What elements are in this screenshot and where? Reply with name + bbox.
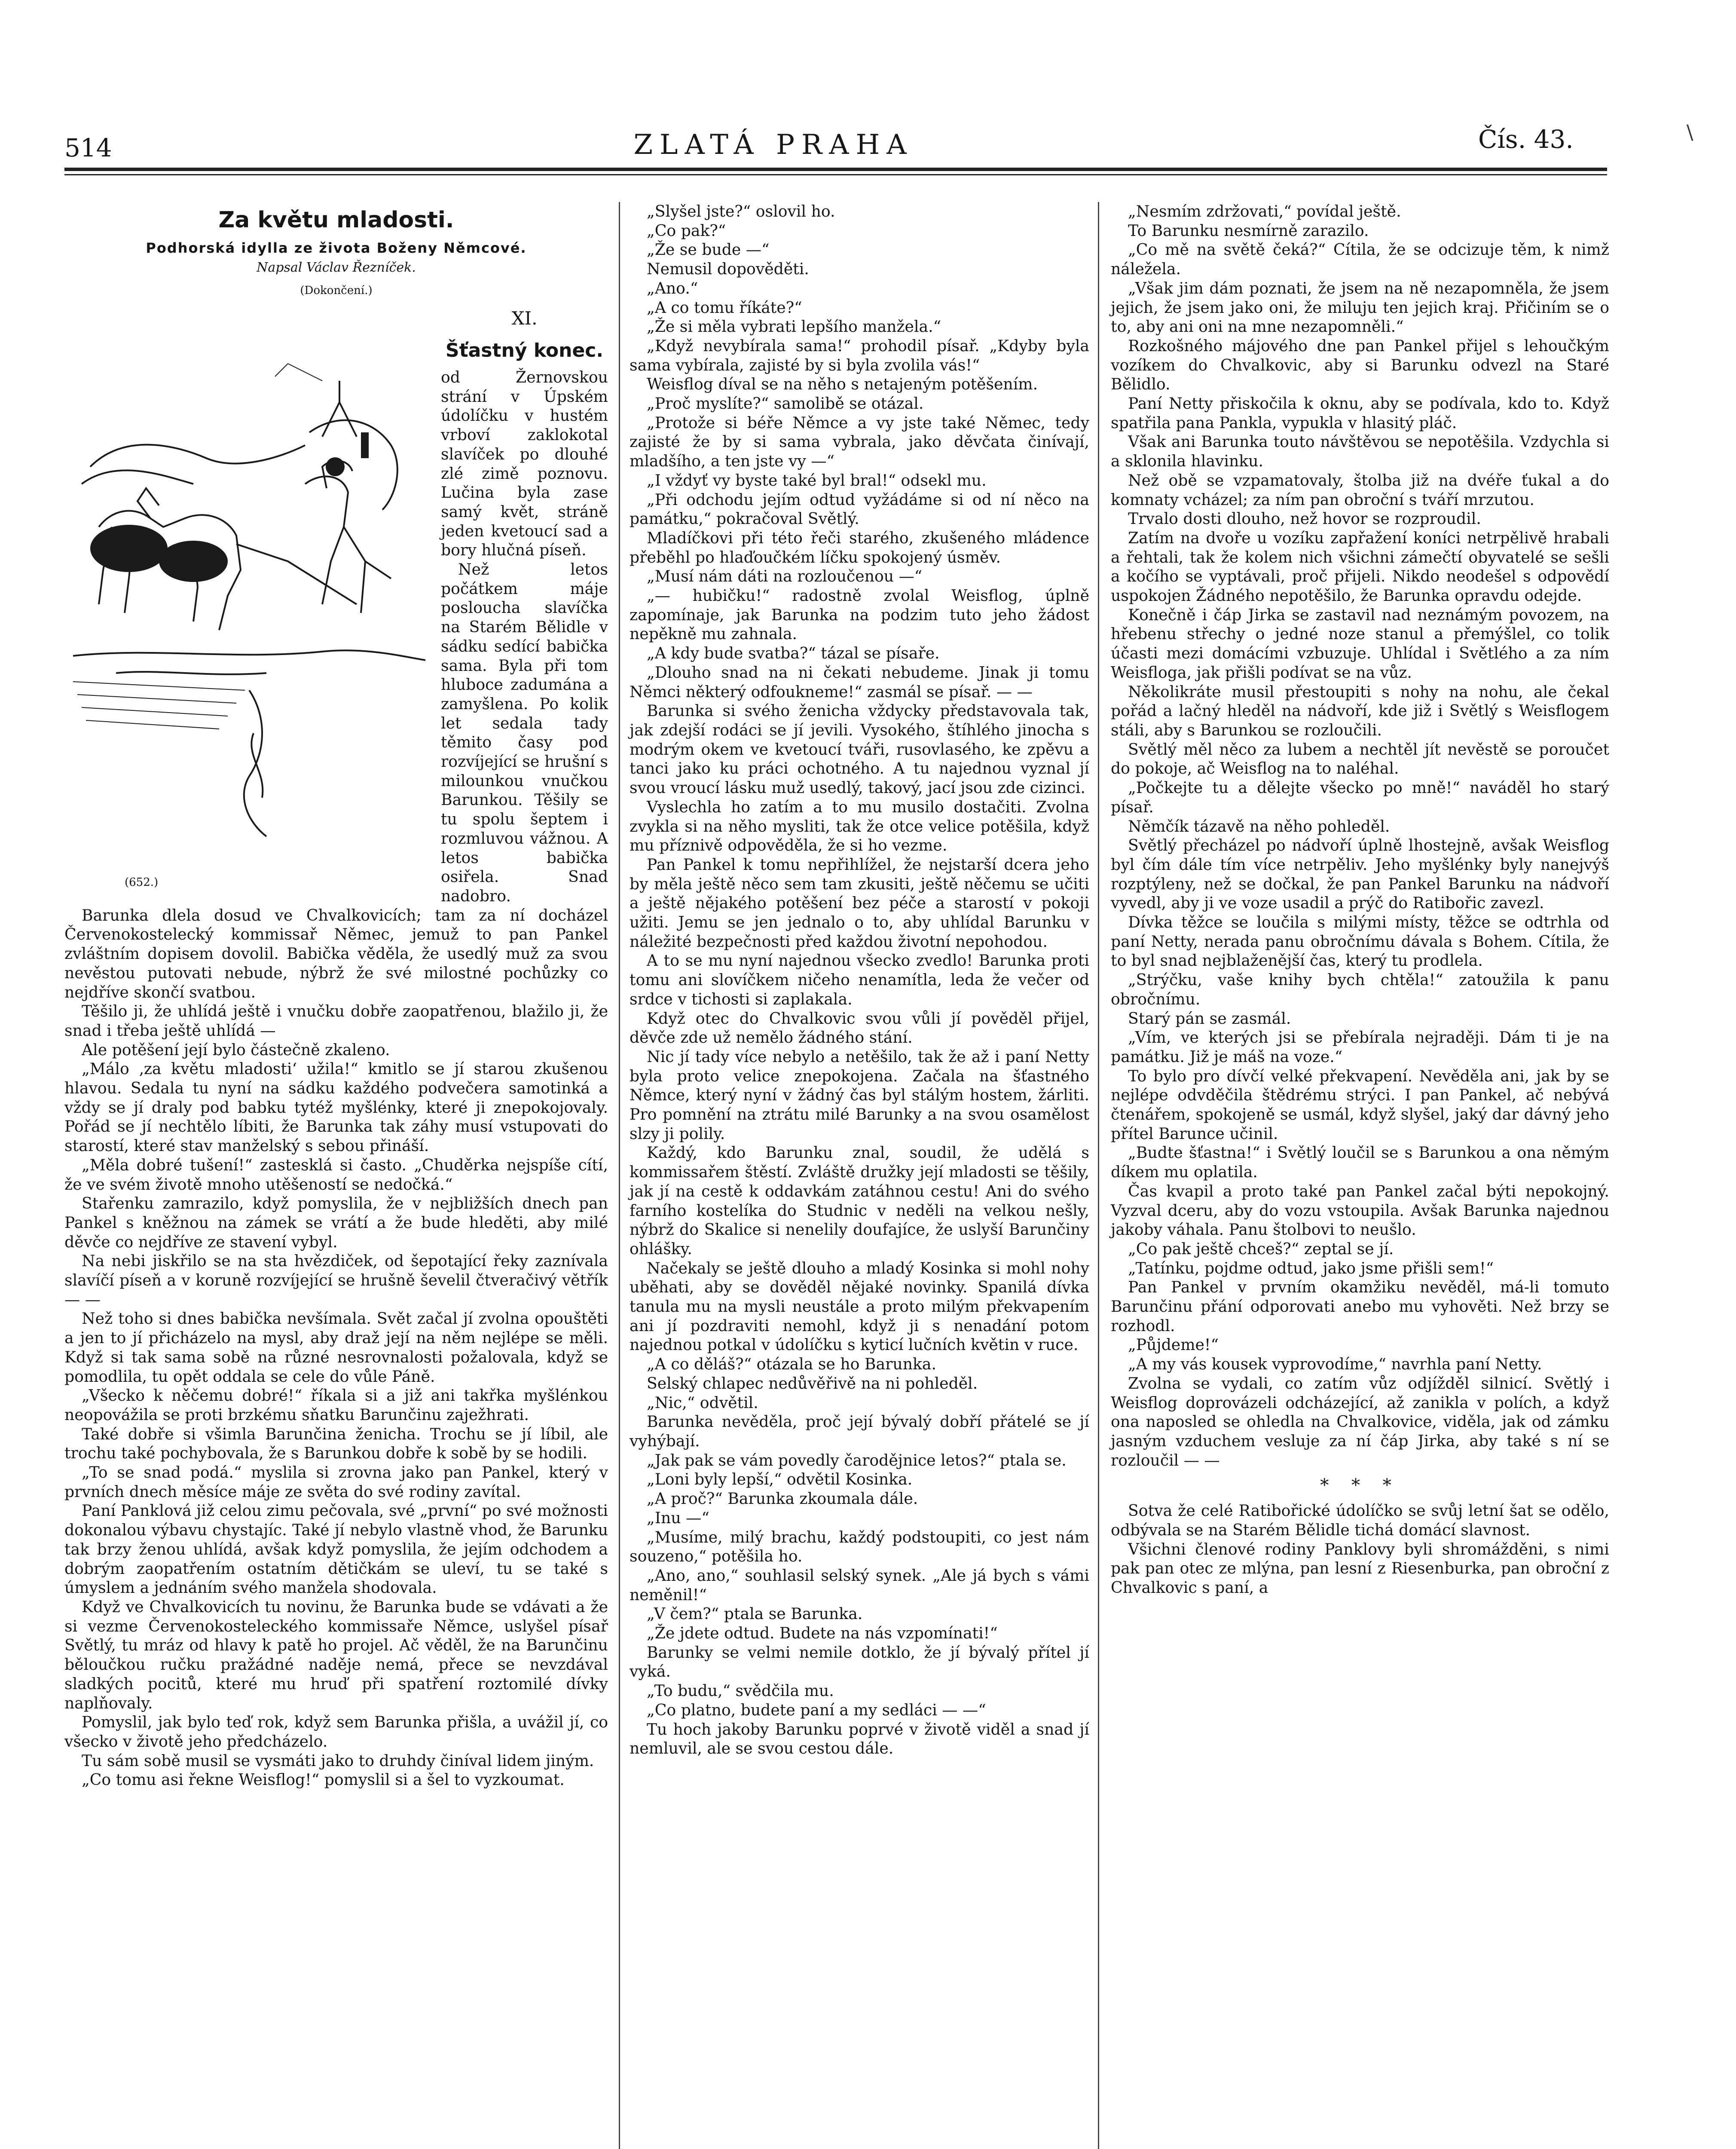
paragraph: Stařenku zamrazilo, když pomyslila, že v nejbližších dnech pan Pankel s kněžnou na zámek se vrátí a že bude hleděti, aby milé děvče co nejdříve ze stavení vybyl. (64, 1194, 608, 1251)
paragraph: Mladíčkovi při této řeči starého, zkušeného mládence přeběhl po hlaďoučkém líčku spokojený úsměv. (630, 528, 1089, 566)
column-divider-2 (1098, 202, 1099, 2149)
paragraph: „Nesmím zdržovati,“ povídal ještě. (1128, 202, 1401, 220)
illustration-plowing (64, 303, 430, 897)
paragraph: „Málo ‚za květu mladosti‘ užila!“ kmitlo se jí starou zkušenou hlavou. Sedala tu nyní na sádku každého podvečera samotinká a vždy se jí draly pod babku tytéž myšlénky, které ji znepokojovaly. Pořád se jí nechtělo líbiti, že Barunka tak záhy musí vstupovati do starostí, které stav manželský s sebou přináší. (64, 1059, 608, 1155)
paragraph: „Ano, ano,“ souhlasil selský synek. „Ale já bych s vámi neměnil!“ (630, 1566, 1089, 1604)
paragraph: Všichni členové rodiny Panklovy byli shromážděni, s nimi pak pan otec ze mlýna, pan lesní z Riesenburka, pan obroční z Chvalkovic s paní, a (1111, 1540, 1609, 1597)
header-rule-thin (64, 174, 1607, 175)
paragraph: „Budte šťastna!“ i Světlý loučil se s Barunkou a ona němým díkem mu oplatila. (1111, 1143, 1609, 1182)
paragraph: „A co tomu říkáte?“ (647, 298, 802, 317)
paragraph: „Při odchodu jejím odtud vyžádáme si od ní něco na památku,“ pokračoval Světlý. (630, 490, 1089, 528)
paragraph: „Že se bude —“ (647, 240, 770, 259)
paragraph: Zatím na dvoře u vozíku zapřažení koníci netrpělivě hrabali a řehtali, tak že kolem nich všichni zámečtí obyvatelé se sešli a kočího se vyptávali, proč přijeli. Nikdo neodešel s odpovědí uspokojen Žádného nepotěšilo, že Barunka opravdu odejde. (1111, 528, 1609, 605)
paragraph: Němčík tázavě na něho pohleděl. (1128, 817, 1390, 836)
article-title: Za květu mladosti. (218, 207, 454, 233)
page-header (0, 107, 1736, 185)
article-author: Napsal Václav Řezníček. (257, 260, 416, 275)
paragraph: „A proč?“ Barunka zkoumala dále. (647, 1489, 918, 1508)
paragraph: „Když nevybírala sama!“ prohodil písař. „Kdyby byla sama vybírala, zajisté by si byla zvolila vás!“ (630, 336, 1089, 374)
paragraph: „Inu —“ (647, 1508, 709, 1527)
paragraph: od Žernovskou strání v Úpském údolíčku v hustém vrboví zaklokotal slavíček po dlouhé zlé zimě poznovu. Lučina byla zase samý květ, stráně jeden kvetoucí sad a bory hlučná píseň. (441, 368, 608, 560)
paragraph: „I vždyť vy byste také byl bral!“ odsekl mu. (647, 471, 987, 490)
paragraph: „Že si měla vybrati lepšího manžela.“ (647, 317, 941, 336)
paragraph: Weisflog díval se na něho s netajeným potěšením. (647, 375, 1038, 394)
paragraph: „Jak pak se vám povedly čarodějnice letos?“ ptala se. (647, 1451, 1067, 1469)
chapter-number: XI. (511, 308, 538, 329)
page-number: 514 (64, 133, 112, 162)
paragraph: Tu sám sobě musil se vysmáti jako to druhdy činíval lidem jiným. (82, 1751, 594, 1770)
paragraph: „A kdy bude svatba?“ tázal se písaře. (647, 644, 940, 663)
paragraph: Načekaly se ještě dlouho a mladý Kosinka si mohl nohy uběhati, aby se dověděl nějaké novinky. Spanilá dívka tanula mu na mysli neustále a proto milým překvapením ani jí pozdraviti nemohl, když ji s nenadání potom najednou potkal v údolíčku s kyticí lučních květin v ruce. (630, 1258, 1089, 1354)
continued-note: (Dokončení.) (300, 284, 373, 297)
paragraph: Nic jí tady více nebylo a netěšilo, tak že až i paní Netty byla proto velice znepokojena. Začala na šťastného Němce, který nyní v žádný čas byl stálým hostem, žárliti. Pro pomnění na ztrátu milé Barunky a na svou osamělost slzy ji polily. (630, 1047, 1089, 1143)
paragraph: Těšilo ji, že uhlídá ještě i vnučku dobře zaopatřenou, blažilo ji, že snad i třeba ještě uhlídá — (64, 1002, 608, 1040)
paragraph: „Strýčku, vaše knihy bych chtěla!“ zatoužila k panu obročnímu. (1111, 970, 1609, 1008)
paragraph: To bylo pro dívčí velké překvapení. Nevěděla ani, jak by se nejlépe odvděčila štědrému strýci. I pan Pankel, ač nebývá čtenářem, spokojeně se usmál, když slyšel, jaký dar dávný jeho přítel Barunce učinil. (1111, 1066, 1609, 1143)
paragraph: „A co děláš?“ otázala se ho Barunka. (647, 1355, 937, 1374)
paragraph: „Co pak?“ (647, 221, 726, 240)
paragraph: Paní Netty přiskočila k oknu, aby se podívala, kdo to. Když spatřila pana Pankla, vypukla v hlasitý pláč. (1111, 394, 1609, 432)
figure-number: (652.) (125, 876, 159, 889)
section-break-stars: * * * (1320, 1476, 1400, 1496)
plowing-illustration-svg (64, 303, 430, 879)
paragraph: Každý, kdo Barunku znal, soudil, že udělá s kommissařem štěstí. Zvláště družky její mladosti se těšily, jak jí na cestě k oddavkám zatáhnou cestu! Ani do svého farního kostelíka do Studnic v neděli na velkou nešly, nýbrž do Skalice si nenelily doufajíce, že uslyší Barunčiny ohlášky. (630, 1143, 1089, 1258)
paragraph: „To se snad podá.“ myslila si zrovna jako pan Pankel, který v prvních dnech měsíce máje ze světa do své rodiny zavítal. (64, 1463, 608, 1501)
paragraph: „Musí nám dáti na rozloučenou —“ (647, 567, 923, 586)
paragraph: Tu hoch jakoby Barunku poprvé v životě viděl a snad jí nemluvil, ale se svou cestou dále. (630, 1720, 1089, 1758)
paragraph: „Ano.“ (647, 279, 698, 297)
paragraph: „Nic,“ odvětil. (647, 1393, 758, 1412)
paragraph: „Musíme, milý brachu, každý podstoupiti, co jest nám souzeno,“ potěšila ho. (630, 1528, 1089, 1566)
paragraph: Pan Pankel k tomu nepřihlížel, že nejstarší dcera jeho by měla ještě něco sem tam zkusiti, ještě něčemu se učiti a ještě nějakého potěšení bez péče a starostí v pokoji užiti. Jemu se jen jednalo o to, aby uhlídal Barunku v náležité bezpečnosti před každou životní nepohodou. (630, 855, 1089, 951)
paragraph: „Co mě na světě čeká?“ Cítila, že se odcizuje těm, k nimž náležela. (1111, 240, 1609, 279)
paragraph: Než letos počátkem máje posloucha slavíčka na Starém Bělidle v sádku sedící babička sama. Byla při tom hluboce zadumána a zamyšlena. Po kolik let sedala tady těmito časy pod rozvíjející se hrušní s milounkou vnučkou Barunkou. Těšily se tu spolu šeptem i rozmluvou vážnou. A letos babička osiřela. Snad nadobro. (441, 560, 608, 905)
paragraph: Několikráte musil přestoupiti s nohy na nohu, ale čekal pořád a lačný hleděl na nádvoří, kde již i Světlý s Weisflogem stáli, aby s Barunkou se rozloučili. (1111, 682, 1609, 739)
paragraph: „To budu,“ svědčila mu. (647, 1681, 834, 1700)
paragraph: „Že jdete odtud. Budete na nás vzpomínati!“ (647, 1624, 998, 1643)
paragraph: Barunka si svého ženicha vždycky představovala tak, jak zdejší rodáci se jí jevili. Vysokého, štíhlého jinocha s modrým okem ve kvetoucí tváři, rusovlasého, ke zpěvu a tanci jako ku práci ochotného. A tu najednou vyznal jí svou vroucí lásku muž usedlý, takový, jací jsou zde cizinci. (630, 701, 1089, 797)
paragraph: Nemusil dopověděti. (647, 260, 809, 279)
paragraph: Paní Panklová již celou zimu pečovala, své „první“ po své možnosti dokonalou výbavu chystajíc. Také jí nebylo vlastně vhod, že Barunku tak brzy ženou uhlídá, avšak když pomyslila, že jejím odchodem a dobrým zaopatřením ostatním dětičkám se uleví, tu se také s úmyslem a jednáním svého manžela shodovala. (64, 1501, 608, 1597)
paragraph: Čas kvapil a proto také pan Pankel začal býti nepokojný. Vyzval dceru, aby do vozu vstoupila. Avšak Barunka najednou jakoby váhala. Panu štolbovi to neušlo. (1111, 1182, 1609, 1239)
paragraph: „Všecko k něčemu dobré!“ říkala si a již ani takřka myšlénkou neopovážila se proti brzkému sňatku Barunčinu zaježhrati. (64, 1386, 608, 1424)
column-3 (1111, 202, 1609, 1598)
paragraph: „Dlouho snad na ni čekati nebudeme. Jinak ji tomu Němci některý odfoukneme!“ zasmál se písař. — — (630, 663, 1089, 701)
paragraph: „— hubičku!“ radostně zvolal Weisflog, úplně zapomínaje, jak Barunka na podzim tuto jeho žádost nepěkně mu zahnala. (630, 586, 1089, 643)
paragraph: Však ani Barunka touto návštěvou se nepotěšila. Vzdychla si a sklonila hlavinku. (1111, 432, 1609, 471)
paragraph: „Co platno, budete paní a my sedláci — —“ (647, 1700, 986, 1719)
column-1 (64, 202, 608, 1790)
corner-mark: \ (1687, 120, 1693, 144)
paragraph: „Měla dobré tušení!“ zastesklá si často. „Chuděrka nejspíše cítí, že ve svém životě mnoho utěšeností se nedočká.“ (64, 1155, 608, 1194)
paragraph: „A my vás kousek vyprovodíme,“ navrhla paní Netty. (1128, 1355, 1542, 1374)
paragraph: Dívka těžce se loučila s milými místy, těžce se odtrhla od paní Netty, nerada panu obročnímu dávala s Bohem. Cítila, že to byl snad nejblaženější čas, který tu prodlela. (1111, 913, 1609, 970)
paragraph: „Proč myslíte?“ samolibě se otázal. (647, 394, 924, 413)
paragraph: Vyslechla ho zatím a to mu musilo dostačiti. Zvolna zvykla si na něho mysliti, tak že otce velice potěšila, když mu příznivě odpověděla, že si ho vezme. (630, 797, 1089, 855)
issue-number: Čís. 43. (1478, 125, 1574, 154)
paragraph: „Protože si béře Němce a vy jste také Němec, tedy zajisté že by si sama vybrala, jako děvčata činívají, mladšího, a ten jste vy —“ (630, 413, 1089, 471)
paragraph: Pan Pankel v prvním okamžiku nevěděl, má-li tomuto Barunčinu přání odporovati anebo mu vyhověti. Než brzy se rozhodl. (1111, 1278, 1609, 1335)
masthead: ZLATÁ PRAHA (633, 129, 914, 161)
paragraph: A to se mu nyní najednou všecko zvedlo! Barunka proti tomu ani slovíčkem ničeho nenamítla, leda že večer od srdce v tichosti si zaplakala. (630, 951, 1089, 1008)
paragraph: „Co pak ještě chceš?“ zeptal se jí. (1128, 1239, 1394, 1258)
paragraph: „Počkejte tu a dělejte všecko po mně!“ naváděl ho starý písař. (1111, 778, 1609, 816)
paragraph: „Loni byly lepší,“ odvětil Kosinka. (647, 1470, 913, 1489)
paragraph: Konečně i čáp Jirka se zastavil nad neznámým povozem, na hřebenu střechy o jedné noze stanul a přemýšlel, co tolik účasti mezi domácími vzbuzuje. Uhlídal i Světlého a za ním Weisfloga, jak přišli podívat se na vůz. (1111, 605, 1609, 682)
paragraph: Když ve Chvalkovicích tu novinu, že Barunka bude se vdávati a že si vezme Červenokosteleckého kommissaře Němce, uslyšel písař Světlý, tu mráz od hlavy k patě ho projel. Ač věděl, že na Barunčinu běloučkou ručku pražádné naděje nemá, přece se nevzdával sladkých pocitů, které mu hruď při spatření roztomilé dívky naplňovaly. (64, 1598, 608, 1712)
article-subtitle: Podhorská idylla ze života Boženy Němcové. (146, 240, 527, 256)
paragraph: To Barunku nesmírně zarazilo. (1128, 221, 1369, 240)
paragraph: Rozkošného májového dne pan Pankel přijel s lehoučkým vozíkem do Chvalkovic, aby si Barunku odvezl na Staré Bělidlo. (1111, 336, 1609, 394)
paragraph: Barunka nevěděla, proč její bývalý dobří přátelé se jí vyhýbají. (630, 1412, 1089, 1450)
paragraph: Světlý měl něco za lubem a nechtěl jít nevěstě se poroučet do pokoje, ač Weisflog na to naléhal. (1111, 740, 1609, 778)
paragraph: Když otec do Chvalkovic svou vůli jí pověděl přijel, děvče zde už nemělo žádného stání. (630, 1009, 1089, 1047)
paragraph: Ale potěšení její bylo částečně zkaleno. (82, 1040, 390, 1059)
column-divider-1 (619, 202, 620, 2149)
paragraph: „Slyšel jste?“ oslovil ho. (647, 202, 835, 220)
paragraph: Zvolna se vydali, co zatím vůz odjížděl silnicí. Světlý i Weisflog doprovázeli odcházející, až zanikla v polích, a když ona naposled se ohledla na Chvalkovice, viděla, jak od zámku jasným vzduchem vesluje za ní čáp Jirka, aby také s ní se rozloučil — — (1111, 1374, 1609, 1469)
paragraph: Starý pán se zasmál. (1128, 1009, 1291, 1028)
paragraph: „Půjdeme!“ (1128, 1335, 1219, 1354)
paragraph: Sotva že celé Ratibořické údolíčko se svůj letní šat se odělo, odbývala se na Starém Bělidle tichá domácí slavnost. (1111, 1501, 1609, 1539)
paragraph: Také dobře si všimla Barunčina ženicha. Trochu se jí líbil, ale trochu také pochybovala, že s Barunkou dobře k sobě by se hodili. (64, 1424, 608, 1463)
paragraph: Barunka dlela dosud ve Chvalkovicích; tam za ní docházel Červenokostelecký kommissař Němec, jemuž to pan Pankel zvláštním dopisem dovolil. Babička věděla, že usedlý muž za svou nevěstou putovati nebude, nýbrž že své milostné pochůzky co nejdříve skončí svatbou. (64, 906, 608, 1001)
paragraph: Pomyslil, jak bylo teď rok, když sem Barunka přišla, a uvážil jí, co všecko v životě jeho předcházelo. (64, 1713, 608, 1751)
chapter-title: Šťastný konec. (445, 340, 604, 361)
paragraph: Selský chlapec nedůvěřivě na ni pohleděl. (647, 1374, 978, 1393)
paragraph: Než obě se vzpamatovaly, štolba již na dvéře ťukal a do komnaty vcházel; za ním pan obroční s tváří mrzutou. (1111, 471, 1609, 509)
paragraph: Než toho si dnes babička nevšímala. Svět začal jí zvolna opouštěti a jen to jí přicházelo na mysl, aby draž její na něm nejlépe se měli. Když si tak sama sobě na různé nesrovnalosti požalovala, když se pomodlila, tu opět oddala se cele do vůle Páně. (64, 1309, 608, 1386)
paragraph: „Však jim dám poznati, že jsem na ně nezapomněla, že jsem jejich, že jsem jako oni, že miluju ten jejich kraj. Přičiním se o to, aby ani oni na mne nezapomněli.“ (1111, 279, 1609, 336)
paragraph: Barunky se velmi nemile dotklo, že jí bývalý přítel jí vyká. (630, 1643, 1089, 1681)
paragraph: Trvalo dosti dlouho, než hovor se rozproudil. (1128, 509, 1481, 528)
paragraph: „V čem?“ ptala se Barunka. (647, 1604, 863, 1623)
paragraph: „Tatínku, pojdme odtud, jako jsme přišli sem!“ (1128, 1258, 1494, 1277)
header-rule (64, 168, 1607, 171)
paragraph: Světlý přecházel po nádvoří úplně lhostejně, avšak Weisflog byl čím dále tím více netrpěliv. Jeho myšlénky byly nanejvýš rozptýleny, než se dočkal, že pan Pankel Barunku na nádvoří vyvedl, aby ji ve voze usadil a prýč do Ratibořic zavezl. (1111, 836, 1609, 912)
paragraph: „Co tomu asi řekne Weisflog!“ pomyslil si a šel to vyzkoumat. (82, 1770, 565, 1789)
paragraph: „Vím, ve kterých jsi se přebírala nejraději. Dám ti je na památku. Již je máš na voze.“ (1111, 1028, 1609, 1066)
column-2 (630, 202, 1089, 1758)
paragraph: Na nebi jiskřilo se na sta hvězdiček, od šepotající řeky zaznívala slavíčí píseň a v koruně rozvíjející se hrušně ševelil čtveračivý větřík — — (64, 1252, 608, 1309)
